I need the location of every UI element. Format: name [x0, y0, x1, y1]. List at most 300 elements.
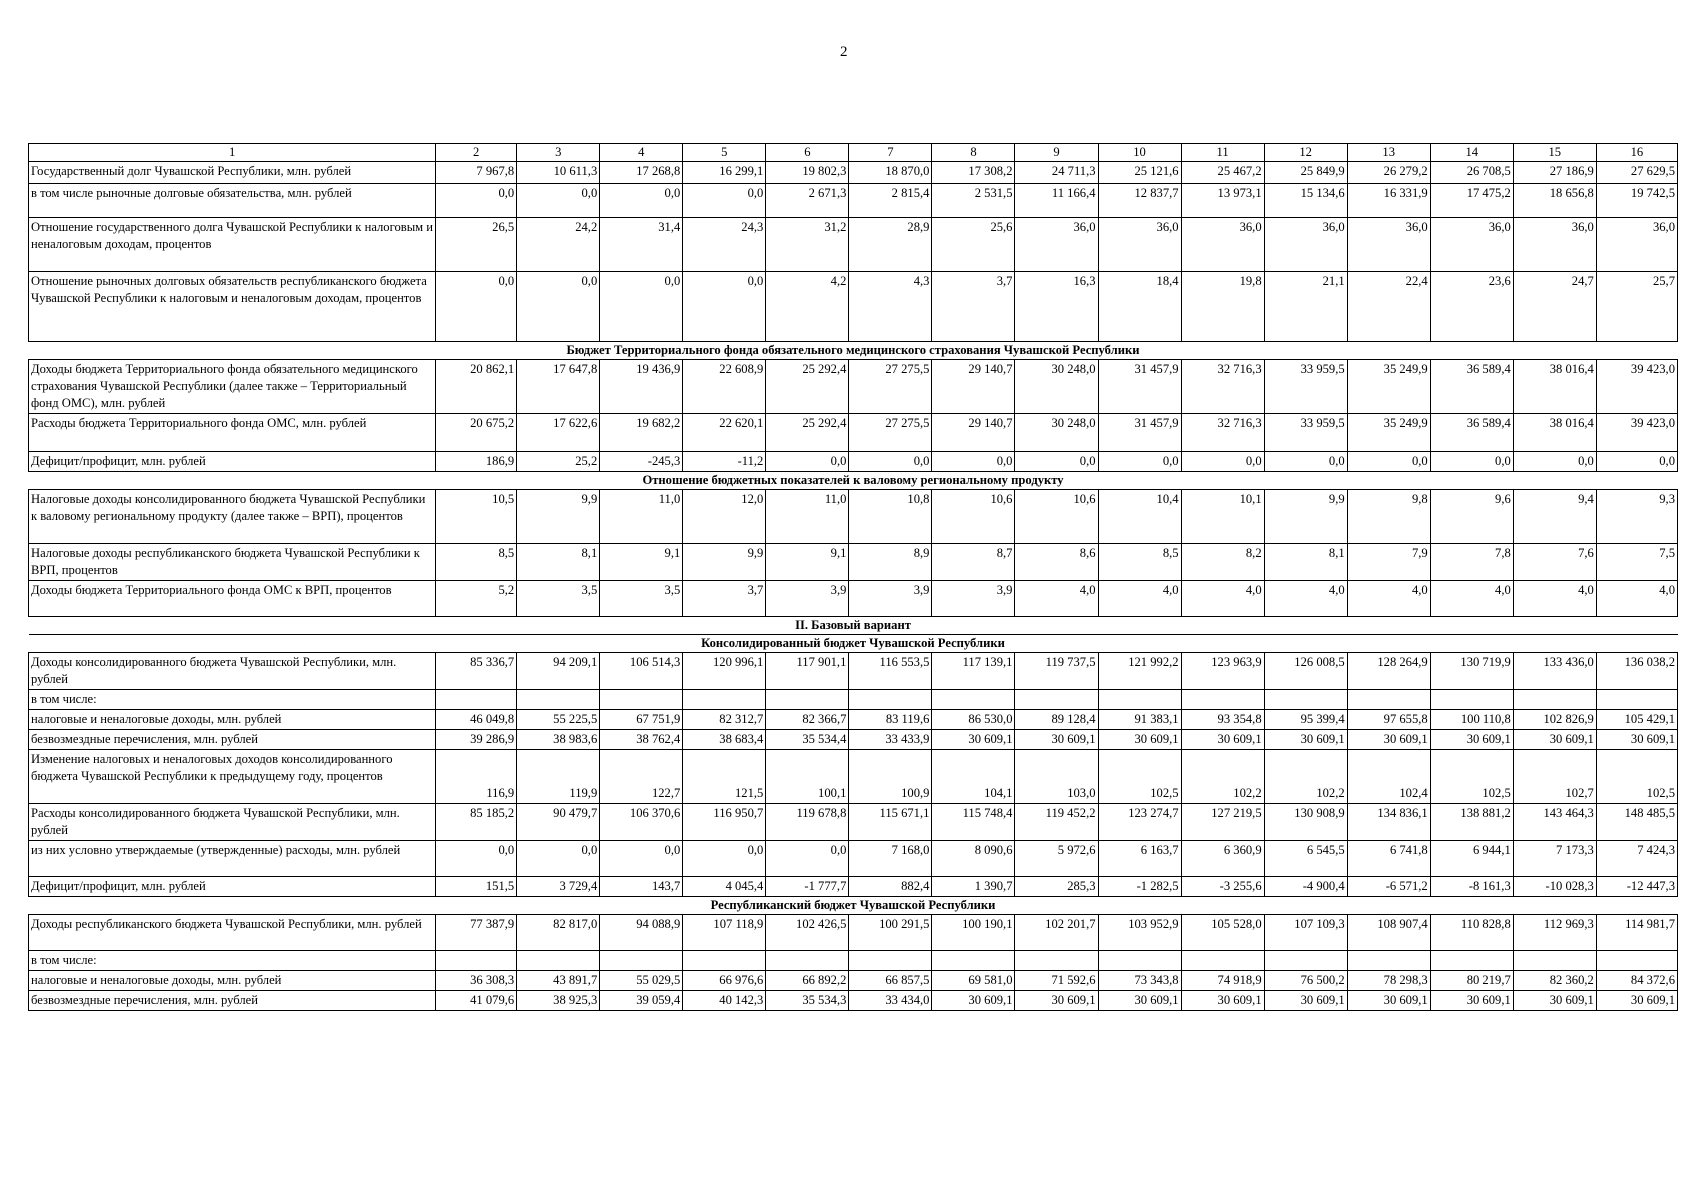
table-cell: 9,4 — [1513, 490, 1596, 544]
table-cell: 94 209,1 — [517, 653, 600, 690]
table-cell: 128 264,9 — [1347, 653, 1430, 690]
table-cell: 5 972,6 — [1015, 841, 1098, 877]
table-cell: 17 308,2 — [932, 162, 1015, 184]
table-cell: 30 609,1 — [1513, 730, 1596, 750]
section-header — [29, 472, 1678, 490]
table-cell: 0,0 — [766, 452, 849, 472]
table-cell — [600, 690, 683, 710]
table-cell — [849, 690, 932, 710]
table-cell: 16 299,1 — [683, 162, 766, 184]
table-cell: 6 741,8 — [1347, 841, 1430, 877]
table-cell — [683, 951, 766, 971]
table-cell — [1181, 690, 1264, 710]
row-label: Налоговые доходы республиканского бюджета Чувашской Республики к ВРП, процентов — [29, 544, 436, 581]
table-row — [29, 915, 1678, 951]
table-cell: 39 286,9 — [436, 730, 517, 750]
table-cell: 30 609,1 — [1098, 730, 1181, 750]
table-row — [29, 581, 1678, 617]
table-cell: 30 248,0 — [1015, 360, 1098, 414]
table-cell: 4,0 — [1098, 581, 1181, 617]
table-cell: 10,1 — [1181, 490, 1264, 544]
table-cell: 30 609,1 — [1347, 730, 1430, 750]
table-cell: -1 282,5 — [1098, 877, 1181, 897]
table-cell: 10,5 — [436, 490, 517, 544]
table-cell: 83 119,6 — [849, 710, 932, 730]
row-label: Изменение налоговых и неналоговых доходов консолидированного бюджета Чувашской Республики к предыдущему году, процентов — [29, 750, 436, 804]
table-cell: 102 201,7 — [1015, 915, 1098, 951]
table-cell: 20 862,1 — [436, 360, 517, 414]
table-cell: 35 249,9 — [1347, 360, 1430, 414]
row-label: в том числе: — [29, 690, 436, 710]
table-cell — [1347, 690, 1430, 710]
column-number-8: 8 — [932, 144, 1015, 162]
table-cell: 2 531,5 — [932, 184, 1015, 218]
table-cell: 35 249,9 — [1347, 414, 1430, 452]
table-cell: 117 901,1 — [766, 653, 849, 690]
table-cell: 4,0 — [1347, 581, 1430, 617]
table-cell: 0,0 — [517, 272, 600, 342]
table-cell: 82 312,7 — [683, 710, 766, 730]
table-cell: 103 952,9 — [1098, 915, 1181, 951]
table-cell: 143 464,3 — [1513, 804, 1596, 841]
table-cell: 3,7 — [683, 581, 766, 617]
table-cell: 3,5 — [517, 581, 600, 617]
row-label: Дефицит/профицит, млн. рублей — [29, 452, 436, 472]
table-cell: 91 383,1 — [1098, 710, 1181, 730]
table-cell: 33 433,9 — [849, 730, 932, 750]
table-cell: 30 609,1 — [932, 991, 1015, 1011]
row-label: налоговые и неналоговые доходы, млн. рублей — [29, 971, 436, 991]
table-row — [29, 218, 1678, 272]
table-cell: 40 142,3 — [683, 991, 766, 1011]
table-cell: 46 049,8 — [436, 710, 517, 730]
table-cell: 30 609,1 — [1181, 991, 1264, 1011]
table-row — [29, 804, 1678, 841]
table-cell: 24,2 — [517, 218, 600, 272]
table-cell: 26 708,5 — [1430, 162, 1513, 184]
table-cell: 9,3 — [1596, 490, 1677, 544]
table-cell: 116,9 — [436, 750, 517, 804]
table-cell: 10,4 — [1098, 490, 1181, 544]
row-label: Доходы бюджета Территориального фонда ОМС к ВРП, процентов — [29, 581, 436, 617]
table-row — [29, 360, 1678, 414]
table-cell: 126 008,5 — [1264, 653, 1347, 690]
table-cell: 25,2 — [517, 452, 600, 472]
table-cell: 26,5 — [436, 218, 517, 272]
table-cell: 12,0 — [683, 490, 766, 544]
table-cell: 11,0 — [766, 490, 849, 544]
table-cell: 122,7 — [600, 750, 683, 804]
table-cell: 110 828,8 — [1430, 915, 1513, 951]
table-cell: 0,0 — [849, 452, 932, 472]
table-cell: 4,0 — [1513, 581, 1596, 617]
table-cell: 18,4 — [1098, 272, 1181, 342]
table-cell: 30 609,1 — [1098, 991, 1181, 1011]
table-cell: 9,1 — [766, 544, 849, 581]
table-cell: 6 944,1 — [1430, 841, 1513, 877]
section-title: Республиканский бюджет Чувашской Республики — [29, 897, 1678, 915]
table-cell: 27 275,5 — [849, 414, 932, 452]
table-cell — [1596, 951, 1677, 971]
table-cell: 38 925,3 — [517, 991, 600, 1011]
table-cell: 0,0 — [1015, 452, 1098, 472]
table-cell: 82 817,0 — [517, 915, 600, 951]
table-cell: 8,2 — [1181, 544, 1264, 581]
row-label: Доходы консолидированного бюджета Чувашской Республики, млн. рублей — [29, 653, 436, 690]
column-number-10: 10 — [1098, 144, 1181, 162]
table-cell: 22 608,9 — [683, 360, 766, 414]
table-cell: 151,5 — [436, 877, 517, 897]
table-cell: 6 360,9 — [1181, 841, 1264, 877]
table-cell — [932, 951, 1015, 971]
table-cell: 16,3 — [1015, 272, 1098, 342]
table-cell: 36 308,3 — [436, 971, 517, 991]
table-cell: 100 190,1 — [932, 915, 1015, 951]
row-label: Дефицит/профицит, млн. рублей — [29, 877, 436, 897]
table-cell: 102,4 — [1347, 750, 1430, 804]
table-cell: 100,1 — [766, 750, 849, 804]
table-cell: -10 028,3 — [1513, 877, 1596, 897]
table-cell: 13 973,1 — [1181, 184, 1264, 218]
table-cell: 85 185,2 — [436, 804, 517, 841]
table-cell: 30 609,1 — [932, 730, 1015, 750]
table-cell — [517, 690, 600, 710]
table-cell: 55 225,5 — [517, 710, 600, 730]
table-cell: 2 671,3 — [766, 184, 849, 218]
table-cell: 38 016,4 — [1513, 360, 1596, 414]
column-number-15: 15 — [1513, 144, 1596, 162]
table-cell: 10,8 — [849, 490, 932, 544]
table-cell: 55 029,5 — [600, 971, 683, 991]
table-cell: 7,6 — [1513, 544, 1596, 581]
table-cell: 35 534,4 — [766, 730, 849, 750]
table-cell: 69 581,0 — [932, 971, 1015, 991]
table-row — [29, 710, 1678, 730]
table-cell: 74 918,9 — [1181, 971, 1264, 991]
table-cell: 134 836,1 — [1347, 804, 1430, 841]
column-number-6: 6 — [766, 144, 849, 162]
table-cell — [1015, 951, 1098, 971]
table-cell: 17 622,6 — [517, 414, 600, 452]
table-cell: 30 609,1 — [1430, 991, 1513, 1011]
table-cell: 36,0 — [1181, 218, 1264, 272]
table-cell: 107 118,9 — [683, 915, 766, 951]
table-cell — [1347, 951, 1430, 971]
table-cell: 94 088,9 — [600, 915, 683, 951]
table-cell: 148 485,5 — [1596, 804, 1677, 841]
table-cell: 0,0 — [600, 272, 683, 342]
table-row — [29, 452, 1678, 472]
table-cell: 21,1 — [1264, 272, 1347, 342]
table-row — [29, 544, 1678, 581]
table-cell: 20 675,2 — [436, 414, 517, 452]
table-cell: 66 857,5 — [849, 971, 932, 991]
table-cell: 36,0 — [1430, 218, 1513, 272]
table-cell: -245,3 — [600, 452, 683, 472]
table-cell: 114 981,7 — [1596, 915, 1677, 951]
table-cell: 8,1 — [517, 544, 600, 581]
table-cell: -11,2 — [683, 452, 766, 472]
table-cell: 2 815,4 — [849, 184, 932, 218]
table-cell: 10 611,3 — [517, 162, 600, 184]
table-cell: 4 045,4 — [683, 877, 766, 897]
column-number-7: 7 — [849, 144, 932, 162]
table-cell: -3 255,6 — [1181, 877, 1264, 897]
column-number-13: 13 — [1347, 144, 1430, 162]
table-cell: 0,0 — [600, 184, 683, 218]
table-cell: 30 609,1 — [1264, 730, 1347, 750]
table-cell: 7 173,3 — [1513, 841, 1596, 877]
table-cell — [1596, 690, 1677, 710]
row-label: Расходы бюджета Территориального фонда ОМС, млн. рублей — [29, 414, 436, 452]
table-cell: 25 121,6 — [1098, 162, 1181, 184]
column-number-4: 4 — [600, 144, 683, 162]
column-number-5: 5 — [683, 144, 766, 162]
table-cell: 0,0 — [683, 184, 766, 218]
table-cell: 138 881,2 — [1430, 804, 1513, 841]
table-cell: 0,0 — [600, 841, 683, 877]
table-cell: 123 963,9 — [1181, 653, 1264, 690]
table-cell: 102,5 — [1098, 750, 1181, 804]
table-cell: 3 729,4 — [517, 877, 600, 897]
table-cell: -1 777,7 — [766, 877, 849, 897]
budget-table — [28, 143, 1678, 1011]
table-cell: 32 716,3 — [1181, 360, 1264, 414]
table-cell: 0,0 — [436, 184, 517, 218]
table-cell: 24,3 — [683, 218, 766, 272]
table-cell: 77 387,9 — [436, 915, 517, 951]
table-cell: 15 134,6 — [1264, 184, 1347, 218]
row-label: в том числе рыночные долговые обязательства, млн. рублей — [29, 184, 436, 218]
table-cell: 82 360,2 — [1513, 971, 1596, 991]
table-cell: 28,9 — [849, 218, 932, 272]
table-cell: 82 366,7 — [766, 710, 849, 730]
table-cell: -8 161,3 — [1430, 877, 1513, 897]
table-cell: 105 429,1 — [1596, 710, 1677, 730]
table-cell: 0,0 — [517, 841, 600, 877]
table-cell: -4 900,4 — [1264, 877, 1347, 897]
table-cell: 106 514,3 — [600, 653, 683, 690]
table-cell: 0,0 — [517, 184, 600, 218]
table-cell: 93 354,8 — [1181, 710, 1264, 730]
table-cell: 18 656,8 — [1513, 184, 1596, 218]
table-cell: 19 682,2 — [600, 414, 683, 452]
column-number-3: 3 — [517, 144, 600, 162]
table-cell: 143,7 — [600, 877, 683, 897]
table-cell: 100,9 — [849, 750, 932, 804]
table-cell: 4,0 — [1015, 581, 1098, 617]
table-cell: 7,8 — [1430, 544, 1513, 581]
table-cell: 31 457,9 — [1098, 414, 1181, 452]
table-cell: 8,7 — [932, 544, 1015, 581]
table-cell: 66 892,2 — [766, 971, 849, 991]
table-cell: 0,0 — [932, 452, 1015, 472]
table-cell: 67 751,9 — [600, 710, 683, 730]
table-cell: 3,9 — [766, 581, 849, 617]
table-cell: 0,0 — [436, 841, 517, 877]
table-cell: 121 992,2 — [1098, 653, 1181, 690]
table-cell — [766, 690, 849, 710]
table-cell: 4,0 — [1181, 581, 1264, 617]
table-cell: 25 467,2 — [1181, 162, 1264, 184]
table-cell: 130 908,9 — [1264, 804, 1347, 841]
table-cell: 3,9 — [932, 581, 1015, 617]
column-number-14: 14 — [1430, 144, 1513, 162]
table-cell: 22,4 — [1347, 272, 1430, 342]
table-cell: 4,2 — [766, 272, 849, 342]
table-cell: 33 959,5 — [1264, 414, 1347, 452]
table-cell: 9,1 — [600, 544, 683, 581]
row-label: Расходы консолидированного бюджета Чувашской Республики, млн. рублей — [29, 804, 436, 841]
table-cell: 106 370,6 — [600, 804, 683, 841]
table-cell: 123 274,7 — [1098, 804, 1181, 841]
table-cell: 78 298,3 — [1347, 971, 1430, 991]
table-cell — [1430, 951, 1513, 971]
table-cell — [436, 690, 517, 710]
table-cell: 23,6 — [1430, 272, 1513, 342]
table-cell: 29 140,7 — [932, 414, 1015, 452]
table-cell: 5,2 — [436, 581, 517, 617]
row-label: в том числе: — [29, 951, 436, 971]
table-cell — [1264, 951, 1347, 971]
table-cell: 119 678,8 — [766, 804, 849, 841]
table-cell: 9,9 — [517, 490, 600, 544]
table-cell: 25 849,9 — [1264, 162, 1347, 184]
table-cell: 8,6 — [1015, 544, 1098, 581]
table-cell: 39 423,0 — [1596, 414, 1677, 452]
table-cell: 38 762,4 — [600, 730, 683, 750]
table-cell: 9,9 — [1264, 490, 1347, 544]
table-row — [29, 414, 1678, 452]
table-cell: 30 609,1 — [1430, 730, 1513, 750]
column-number-11: 11 — [1181, 144, 1264, 162]
table-cell: 102,7 — [1513, 750, 1596, 804]
table-cell: 31,4 — [600, 218, 683, 272]
table-cell: 7 168,0 — [849, 841, 932, 877]
table-cell: 85 336,7 — [436, 653, 517, 690]
table-cell: 7 967,8 — [436, 162, 517, 184]
table-cell — [683, 690, 766, 710]
table-cell: 0,0 — [1430, 452, 1513, 472]
table-cell: 11,0 — [600, 490, 683, 544]
column-number-row — [29, 144, 1678, 162]
table-cell: 36,0 — [1513, 218, 1596, 272]
table-cell: 36,0 — [1264, 218, 1347, 272]
table-cell: 27 275,5 — [849, 360, 932, 414]
table-cell: 105 528,0 — [1181, 915, 1264, 951]
table-cell: 95 399,4 — [1264, 710, 1347, 730]
table-cell: 9,8 — [1347, 490, 1430, 544]
table-cell: 8 090,6 — [932, 841, 1015, 877]
table-cell: 19 436,9 — [600, 360, 683, 414]
table-cell: 43 891,7 — [517, 971, 600, 991]
table-cell: 133 436,0 — [1513, 653, 1596, 690]
table-cell: 36,0 — [1098, 218, 1181, 272]
table-cell: 25 292,4 — [766, 360, 849, 414]
table-cell: 7 424,3 — [1596, 841, 1677, 877]
table-cell: 115 671,1 — [849, 804, 932, 841]
table-cell: 36,0 — [1015, 218, 1098, 272]
column-number-16: 16 — [1596, 144, 1677, 162]
table-cell: 25,6 — [932, 218, 1015, 272]
table-cell: 102 826,9 — [1513, 710, 1596, 730]
table-cell: 130 719,9 — [1430, 653, 1513, 690]
table-cell: 115 748,4 — [932, 804, 1015, 841]
table-cell: 39 059,4 — [600, 991, 683, 1011]
table-cell: 136 038,2 — [1596, 653, 1677, 690]
table-cell — [1430, 690, 1513, 710]
table-cell: 31 457,9 — [1098, 360, 1181, 414]
table-cell: 8,9 — [849, 544, 932, 581]
table-cell: 7,5 — [1596, 544, 1677, 581]
row-label: Доходы бюджета Территориального фонда обязательного медицинского страхования Чувашской Республики (далее также – Территориальный фонд ОМС), млн. рублей — [29, 360, 436, 414]
table-cell: 3,5 — [600, 581, 683, 617]
table-cell: 119,9 — [517, 750, 600, 804]
table-cell: 0,0 — [766, 841, 849, 877]
section-header — [29, 897, 1678, 915]
column-number-2: 2 — [436, 144, 517, 162]
table-cell: 25 292,4 — [766, 414, 849, 452]
table-cell: 107 109,3 — [1264, 915, 1347, 951]
table-cell: 100 110,8 — [1430, 710, 1513, 730]
table-cell: 119 452,2 — [1015, 804, 1098, 841]
table-cell: 71 592,6 — [1015, 971, 1098, 991]
table-row — [29, 750, 1678, 804]
table-cell — [1181, 951, 1264, 971]
row-label: безвозмездные перечисления, млн. рублей — [29, 730, 436, 750]
table-cell: 38 683,4 — [683, 730, 766, 750]
section-header — [29, 635, 1678, 653]
table-row — [29, 490, 1678, 544]
table-cell: 6 163,7 — [1098, 841, 1181, 877]
table-cell: 1 390,7 — [932, 877, 1015, 897]
table-cell: 90 479,7 — [517, 804, 600, 841]
table-cell: 4,0 — [1264, 581, 1347, 617]
table-cell: 29 140,7 — [932, 360, 1015, 414]
table-cell: 33 434,0 — [849, 991, 932, 1011]
table-cell: 22 620,1 — [683, 414, 766, 452]
table-cell: 102,5 — [1596, 750, 1677, 804]
table-cell: 36 589,4 — [1430, 360, 1513, 414]
table-row — [29, 184, 1678, 218]
table-cell: 27 629,5 — [1596, 162, 1677, 184]
table-cell: 84 372,6 — [1596, 971, 1677, 991]
row-label: Отношение рыночных долговых обязательств республиканского бюджета Чувашской Республики к налоговым и неналоговым доходам, процентов — [29, 272, 436, 342]
table-cell: -6 571,2 — [1347, 877, 1430, 897]
row-label: Налоговые доходы консолидированного бюджета Чувашской Республики к валовому региональному продукту (далее также – ВРП), процентов — [29, 490, 436, 544]
table-cell: 112 969,3 — [1513, 915, 1596, 951]
table-cell: 24 711,3 — [1015, 162, 1098, 184]
table-cell: 16 331,9 — [1347, 184, 1430, 218]
table-cell — [1513, 690, 1596, 710]
table-cell: 24,7 — [1513, 272, 1596, 342]
table-cell: 119 737,5 — [1015, 653, 1098, 690]
table-cell: 8,5 — [436, 544, 517, 581]
table-cell: 36,0 — [1596, 218, 1677, 272]
table-cell: 285,3 — [1015, 877, 1098, 897]
table-row — [29, 162, 1678, 184]
table-cell: 0,0 — [1264, 452, 1347, 472]
table-cell: 76 500,2 — [1264, 971, 1347, 991]
table-cell: 12 837,7 — [1098, 184, 1181, 218]
table-cell: 38 983,6 — [517, 730, 600, 750]
table-cell: 9,9 — [683, 544, 766, 581]
table-cell: 10,6 — [1015, 490, 1098, 544]
table-cell: 0,0 — [1181, 452, 1264, 472]
table-cell: 19,8 — [1181, 272, 1264, 342]
table-cell: 80 219,7 — [1430, 971, 1513, 991]
table-cell — [849, 951, 932, 971]
